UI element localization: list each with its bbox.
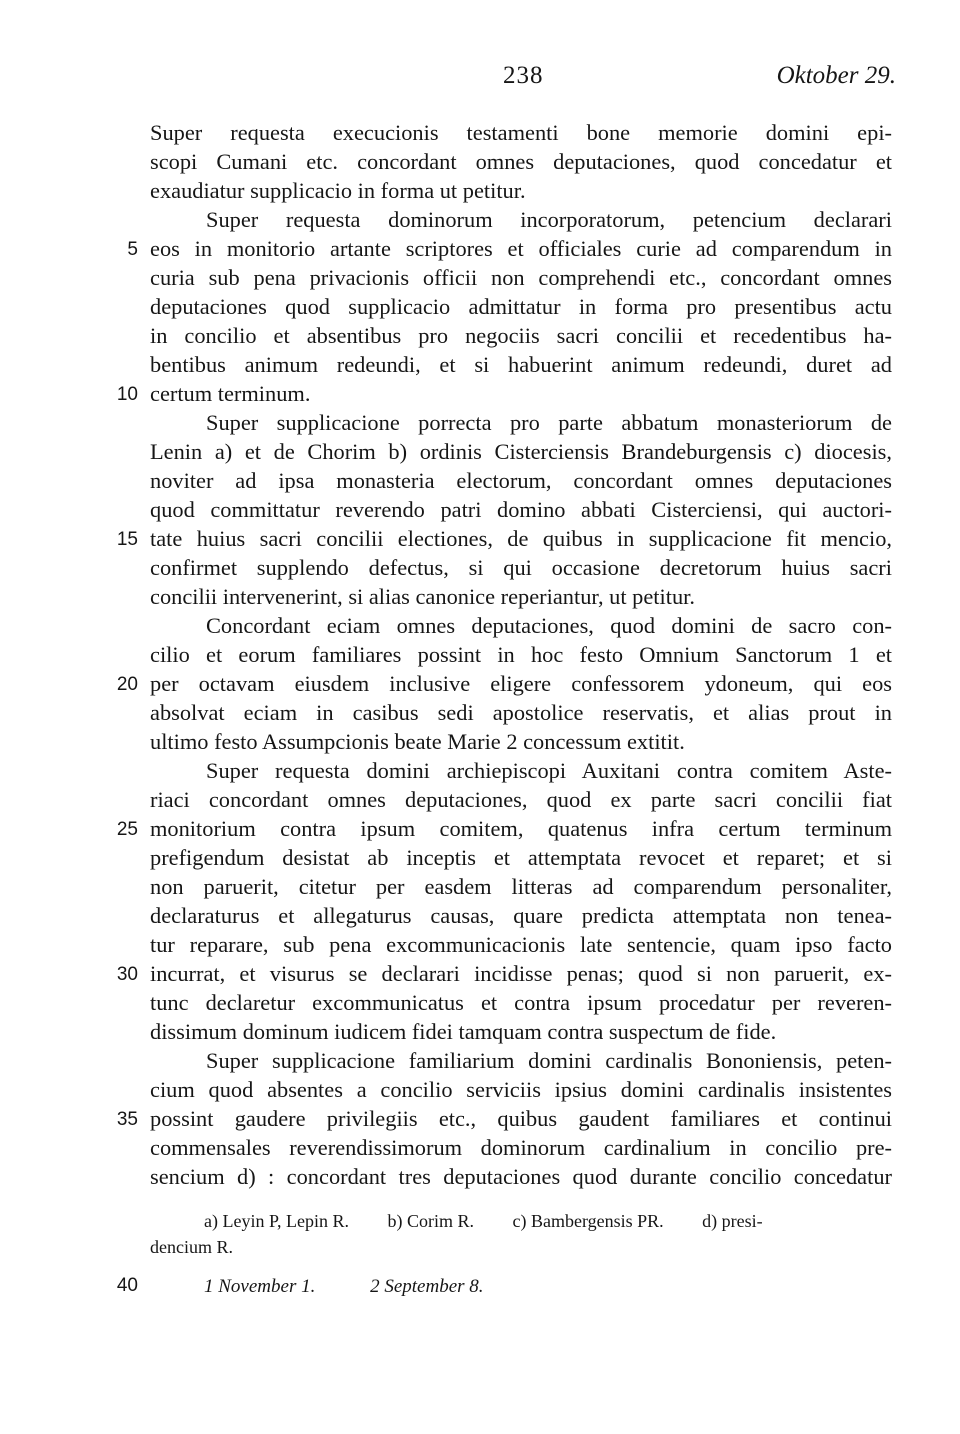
text-line: certum terminum. xyxy=(150,381,311,406)
text-line: dissimum dominum iudicem fidei tamquam contra suspectum de fide. xyxy=(150,1019,777,1044)
text-line: confirmet supplendo defectus, si qui occasione decretorum huius sacri xyxy=(150,555,892,580)
text-line: in concilio et absentibus pro negociis sacri concilii et recedentibus ha- xyxy=(150,323,892,348)
line-number: 25 xyxy=(116,819,138,840)
footnote-d-continued: dencium R. xyxy=(150,1237,233,1257)
text-line: prefigendum desistat ab inceptis et attemptata revocet et reparet; et si xyxy=(150,845,892,870)
text-line: Lenin a) et de Chorim b) ordinis Cisterciensis Brandeburgensis c) diocesis, xyxy=(150,439,892,464)
text-line: scopi Cumani etc. concordant omnes deputaciones, quod concedatur et xyxy=(150,149,892,174)
critical-apparatus xyxy=(150,1208,892,1260)
body-text xyxy=(150,118,892,1191)
text-line: deputaciones quod supplicacio admittatur in forma pro presentibus actu xyxy=(150,294,892,319)
text-line: declaraturus et allegaturus causas, quare predicta attemptata non tenea- xyxy=(150,903,892,928)
text-line: noviter ad ipsa monasteria electorum, concordant omnes deputaciones xyxy=(150,468,892,493)
text-line: Concordant eciam omnes deputaciones, quod domini de sacro con- xyxy=(206,613,892,638)
text-line: Super supplicacione familiarium domini cardinalis Bononiensis, peten- xyxy=(206,1048,892,1073)
text-line: absolvat eciam in casibus sedi apostolice reservatis, et alias prout in xyxy=(150,700,892,725)
text-line: Super supplicacione porrecta pro parte abbatum monasteriorum de xyxy=(206,410,892,435)
text-line: cilio et eorum familiares possint in hoc festo Omnium Sanctorum 1 et xyxy=(150,642,892,667)
note-2: 2 September 8. xyxy=(370,1276,484,1297)
text-line: non paruerit, citetur per easdem litteras ad comparendum personaliter, xyxy=(150,874,892,899)
line-number: 5 xyxy=(127,239,138,260)
footnote-b: b) Corim R. xyxy=(387,1211,474,1231)
line-number: 15 xyxy=(116,529,138,550)
footnote-a: a) Leyin P, Lepin R. xyxy=(204,1211,349,1231)
text-line: incurrat, et visurus se declarari incidisse penas; quod si non paruerit, ex- xyxy=(150,961,892,986)
text-line: curia sub pena privacionis officii non comprehendi etc., concordant omnes xyxy=(150,265,892,290)
footnote-c: c) Bambergensis PR. xyxy=(512,1211,664,1231)
footnote-line xyxy=(150,1234,892,1260)
text-line: ultimo festo Assumpcionis beate Marie 2 concessum extitit. xyxy=(150,729,685,754)
text-line: cium quod absentes a concilio serviciis ipsius domini cardinalis insistentes xyxy=(150,1077,892,1102)
text-line: bentibus animum redeundi, et si habuerint animum redeundi, duret ad xyxy=(150,352,892,377)
text-line: riaci concordant omnes deputaciones, quod ex parte sacri concilii fiat xyxy=(150,787,892,812)
page-number: 238 xyxy=(503,62,544,89)
text-line: Super requesta execucionis testamenti bone memorie domini epi- xyxy=(150,120,892,145)
page-header xyxy=(0,62,960,92)
footnote-d: d) presi- xyxy=(702,1211,763,1231)
footnote-line xyxy=(150,1208,892,1234)
text-line: tunc declaretur excommunicatus et contra ipsum procedatur per reveren- xyxy=(150,990,892,1015)
line-number: 30 xyxy=(116,964,138,985)
text-line: Super requesta domini archiepiscopi Auxitani contra comitem Aste- xyxy=(206,758,892,783)
text-line: exaudiatur supplicacio in forma ut petitur. xyxy=(150,178,526,203)
text-line: quod committatur reverendo patri domino abbati Cisterciensi, qui auctori- xyxy=(150,497,892,522)
line-number: 40 xyxy=(116,1275,138,1296)
running-head-date: Oktober 29. xyxy=(776,62,896,89)
text-line: possint gaudere privilegiis etc., quibus gaudent familiares et continui xyxy=(150,1106,892,1131)
line-number: 20 xyxy=(116,674,138,695)
text-line: monitorium contra ipsum comitem, quatenus infra certum terminum xyxy=(150,816,892,841)
text-line: eos in monitorio artante scriptores et officiales curie ad comparendum in xyxy=(150,236,892,261)
text-line: commensales reverendissimorum dominorum cardinalium in concilio pre- xyxy=(150,1135,892,1160)
note-1: 1 November 1. xyxy=(204,1276,316,1297)
text-line: per octavam eiusdem inclusive eligere confessorem ydoneum, qui eos xyxy=(150,671,892,696)
text-line: tate huius sacri concilii electiones, de quibus in supplicacione fit mencio, xyxy=(150,526,892,551)
text-line: Super requesta dominorum incorporatorum, petencium declarari xyxy=(206,207,892,232)
historical-notes xyxy=(150,1274,484,1300)
text-line: tur reparare, sub pena excommunicacionis late sentencie, quam ipso facto xyxy=(150,932,892,957)
text-line: concilii intervenerint, si alias canonice reperiantur, ut petitur. xyxy=(150,584,695,609)
text-line: sencium d) : concordant tres deputaciones quod durante concilio concedatur xyxy=(150,1164,892,1189)
line-number: 10 xyxy=(116,384,138,405)
line-number: 35 xyxy=(116,1109,138,1130)
